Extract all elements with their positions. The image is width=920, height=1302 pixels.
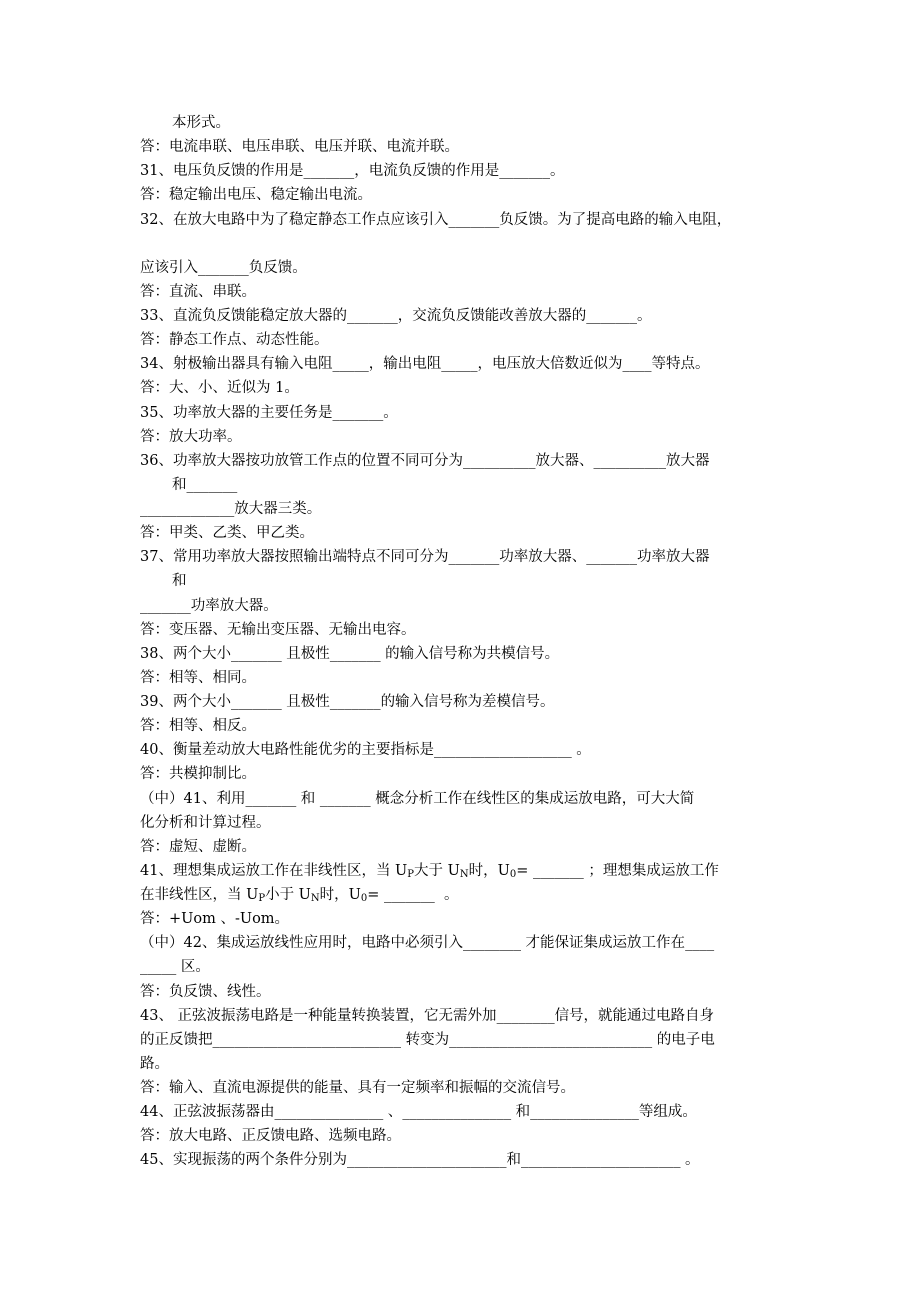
answer-line: 答：负反馈、线性。 bbox=[140, 984, 271, 1000]
answer-line: 答：相等、相同。 bbox=[140, 670, 256, 686]
question-line: 37、常用功率放大器按照输出端特点不同可分为_______功率放大器、_______功率放大器 bbox=[140, 549, 710, 565]
question-line: 34、射极输出器具有输入电阻_____，输出电阻_____，电压放大倍数近似为____等特点。 bbox=[140, 356, 710, 372]
answer-line: 答：共模抑制比。 bbox=[140, 766, 256, 782]
question-line: 41、理想集成运放工作在非线性区，当 $U_P$大于 $U_N$时，$U_0=$ _______ ；理想集成运放工作 bbox=[140, 863, 719, 880]
answer-line: 答：虚短、虚断。 bbox=[140, 839, 256, 855]
answer-line: 答：输入、直流电源提供的能量、具有一定频率和振幅的交流信号。 bbox=[140, 1080, 575, 1096]
answer-line: 答：大、小、近似为 1。 bbox=[140, 380, 299, 396]
text-line: 路。 bbox=[140, 1056, 169, 1072]
answer-line: 答：电流串联、电压串联、电压并联、电流并联。 bbox=[140, 139, 459, 155]
question-line: 35、功率放大器的主要任务是_______。 bbox=[140, 405, 398, 421]
answer-line: 答：稳定输出电压、稳定输出电流。 bbox=[140, 187, 372, 203]
question-line: 45、实现振荡的两个条件分别为______________________和______________________ 。 bbox=[140, 1152, 700, 1168]
text-line: 应该引入_______负反馈。 bbox=[140, 260, 307, 276]
answer-line: 答：静态工作点、动态性能。 bbox=[140, 332, 329, 348]
question-line: 33、直流负反馈能稳定放大器的_______，交流负反馈能改善放大器的_______。 bbox=[140, 308, 652, 324]
text-line: _____ 区。 bbox=[140, 959, 210, 975]
question-line: 32、在放大电路中为了稳定静态工作点应该引入_______负反馈。为了提高电路的输入电阻， bbox=[140, 212, 732, 228]
text-line: 和_______ bbox=[172, 477, 238, 493]
text-line: 和 bbox=[172, 573, 187, 589]
answer-line: 答：相等、相反。 bbox=[140, 718, 256, 734]
text-line: 本形式。 bbox=[172, 115, 230, 131]
text-line: 的正反馈把__________________________ 转变为____________________________ 的电子电 bbox=[140, 1032, 715, 1048]
answer-line: 答：甲类、乙类、甲乙类。 bbox=[140, 525, 314, 541]
answer-line: 答：+Uom 、-Uom。 bbox=[140, 911, 290, 927]
text-line: _____________放大器三类。 bbox=[140, 501, 322, 517]
answer-line: 答：变压器、无输出变压器、无输出电容。 bbox=[140, 622, 416, 638]
question-line: 40、衡量差动放大电路性能优劣的主要指标是___________________ 。 bbox=[140, 742, 591, 758]
question-line: （中）41、利用_______ 和 _______ 概念分析工作在线性区的集成运放电路，可大大简 bbox=[140, 791, 695, 807]
text-line: 在非线性区，当 $U_P$小于 $U_N$时，$U_0=$ _______ 。 bbox=[140, 887, 459, 904]
question-line: 43、 正弦波振荡电路是一种能量转换装置，它无需外加________信号，就能通过电路自身 bbox=[140, 1008, 715, 1024]
answer-line: 答：放大功率。 bbox=[140, 429, 242, 445]
question-line: 36、功率放大器按功放管工作点的位置不同可分为__________放大器、__________放大器 bbox=[140, 453, 710, 469]
answer-line: 答：放大电路、正反馈电路、选频电路。 bbox=[140, 1128, 401, 1144]
text-line: 化分析和计算过程。 bbox=[140, 815, 271, 831]
question-line: 39、两个大小_______ 且极性_______的输入信号称为差模信号。 bbox=[140, 694, 555, 710]
text-line: _______功率放大器。 bbox=[140, 598, 278, 614]
question-line: 31、电压负反馈的作用是_______，电流负反馈的作用是_______。 bbox=[140, 163, 565, 179]
question-line: 38、两个大小_______ 且极性_______ 的输入信号称为共模信号。 bbox=[140, 646, 560, 662]
answer-line: 答：直流、串联。 bbox=[140, 284, 256, 300]
question-line: 44、正弦波振荡器由_______________ 、_______________ 和_______________等组成。 bbox=[140, 1104, 697, 1120]
question-line: （中）42、集成运放线性应用时，电路中必须引入________ 才能保证集成运放工作在____ bbox=[140, 935, 715, 951]
